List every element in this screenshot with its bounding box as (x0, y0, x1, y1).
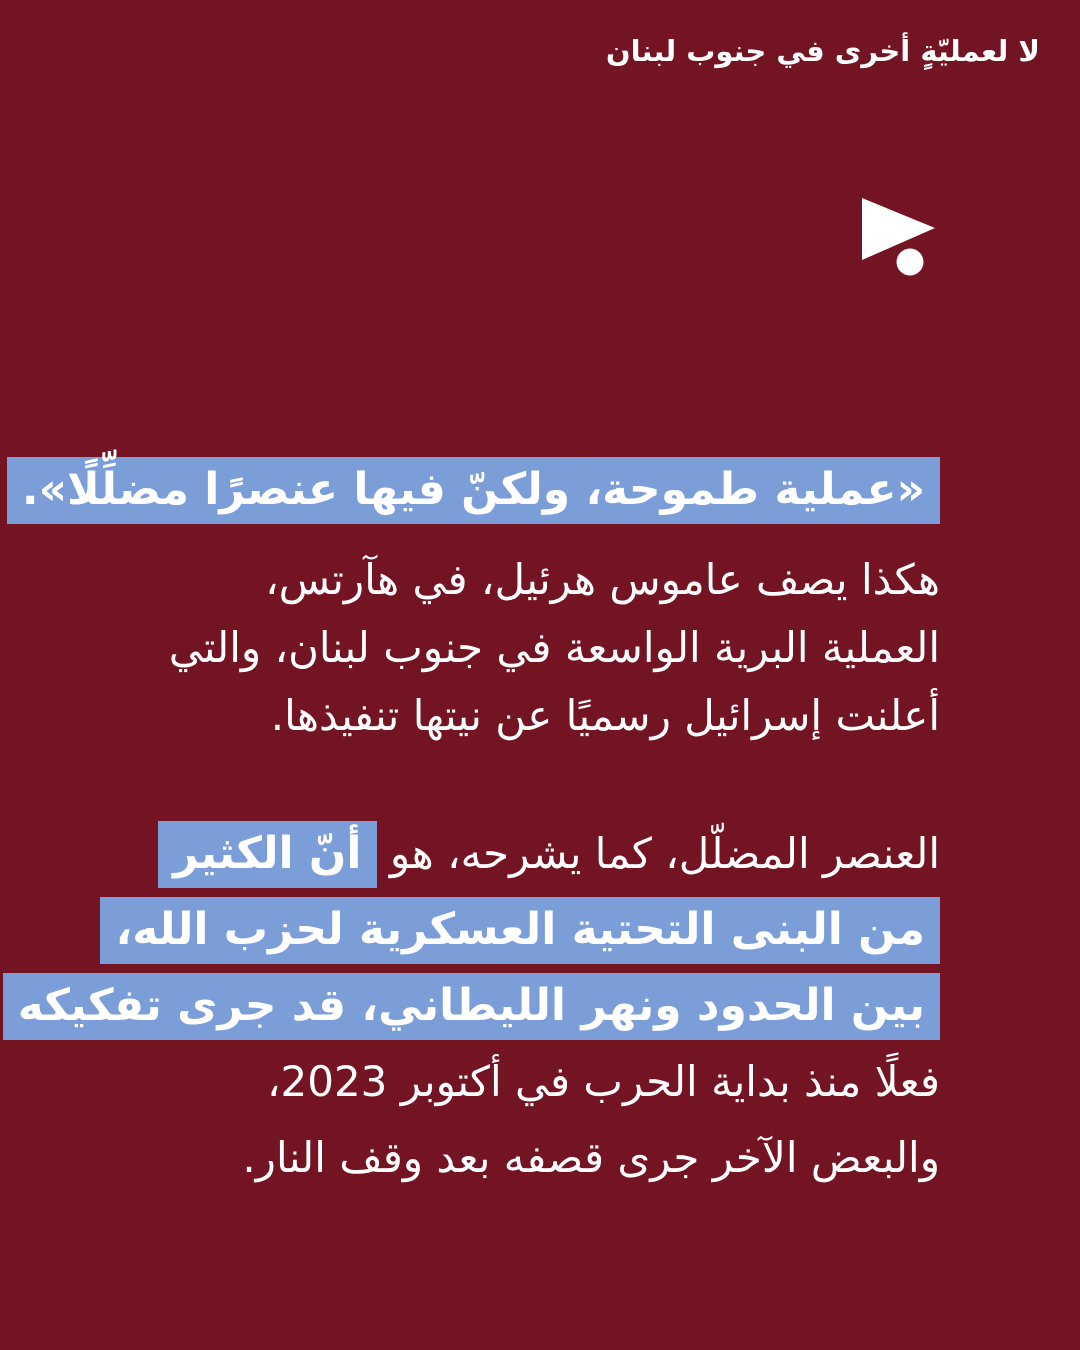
article-line (17, 968, 940, 1044)
article-line: هكذا يصف عاموس هرئيل، في هآرتس، (265, 555, 940, 604)
article-line: أعلنت إسرائيل رسميًا عن نيتها تنفيذها. (270, 691, 940, 740)
article-text (17, 452, 940, 1196)
page-title: لا لعمليّةٍ أخرى في جنوب لبنان (605, 34, 1040, 68)
article-line: فعلًا منذ بداية الحرب في أكتوبر 2023، (266, 1057, 940, 1106)
highlighted-text: من البنى التحتية العسكرية لحزب الله، (100, 897, 940, 964)
article-paragraph-2 (17, 816, 940, 1196)
highlighted-text: أنّ الكثير (158, 821, 376, 888)
article-line: والبعض الآخر جرى قصفه بعد وقف النار. (242, 1133, 940, 1182)
article-line-text: العنصر المضلّل، كما يشرحه، هو (389, 829, 940, 878)
article-line (120, 816, 940, 892)
highlighted-quote: «عملية طموحة، ولكنّ فيها عنصرًا مضلِّلًا». (7, 457, 940, 524)
article-line: العملية البرية الواسعة في جنوب لبنان، والتي (168, 623, 940, 672)
highlighted-text: بين الحدود ونهر الليطاني، قد جرى تفكيكه (3, 973, 940, 1040)
play-icon (858, 197, 940, 279)
article-line (21, 452, 940, 528)
article-line (115, 892, 940, 968)
megaphone-play-logo (858, 197, 940, 279)
